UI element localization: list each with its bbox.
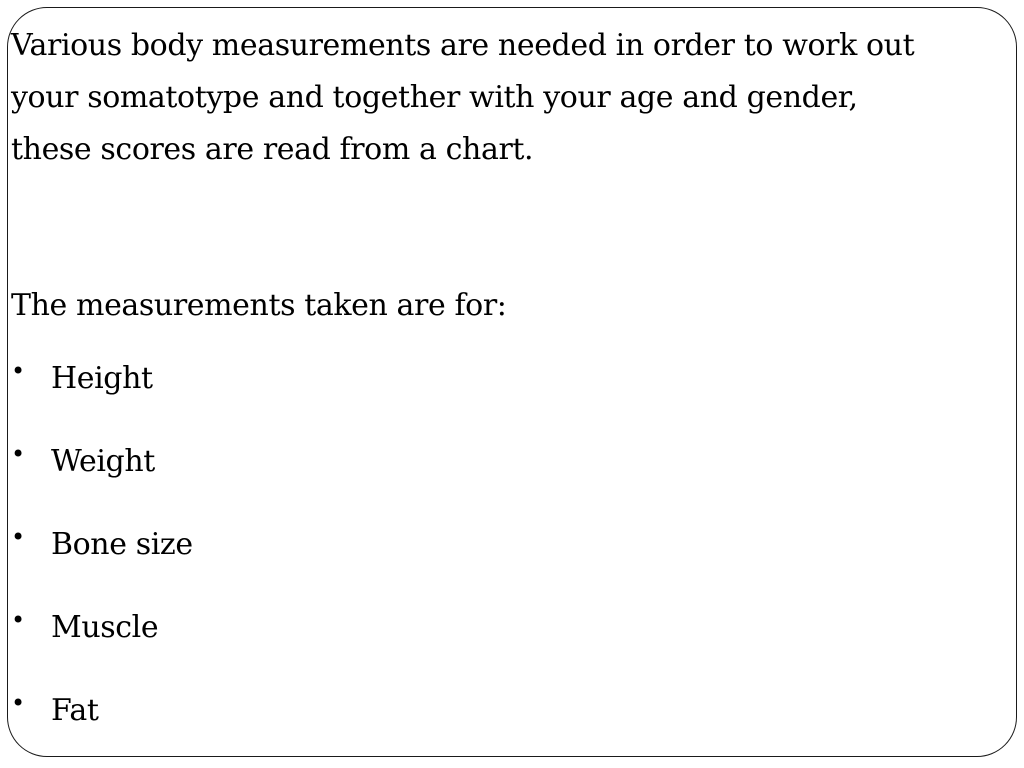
list-item <box>11 602 1016 685</box>
list-item-label: Bone size <box>51 527 193 562</box>
list-item-label: Fat <box>51 693 99 728</box>
list-item-label: Weight <box>51 444 155 479</box>
intro-line: Various body measurements are needed in order to work out <box>11 28 915 63</box>
list-item <box>11 519 1016 602</box>
slide-frame <box>7 7 1017 757</box>
bullet-icon: • <box>11 523 25 551</box>
bullet-icon: • <box>11 689 25 717</box>
list-item-label: Height <box>51 361 153 396</box>
list-item <box>11 353 1016 436</box>
list-item <box>11 436 1016 519</box>
list-item-label: Muscle <box>51 610 159 645</box>
intro-paragraph <box>11 20 1017 176</box>
bullet-icon: • <box>11 606 25 634</box>
measurement-list <box>11 353 1016 757</box>
intro-line: these scores are read from a chart. <box>11 132 534 167</box>
slide-content <box>11 20 1016 757</box>
intro-line: your somatotype and together with your age and gender, <box>11 80 858 115</box>
lead-text: The measurements taken are for: <box>11 288 507 323</box>
list-item <box>11 685 1016 757</box>
bullet-icon: • <box>11 357 25 385</box>
bullet-icon: • <box>11 440 25 468</box>
